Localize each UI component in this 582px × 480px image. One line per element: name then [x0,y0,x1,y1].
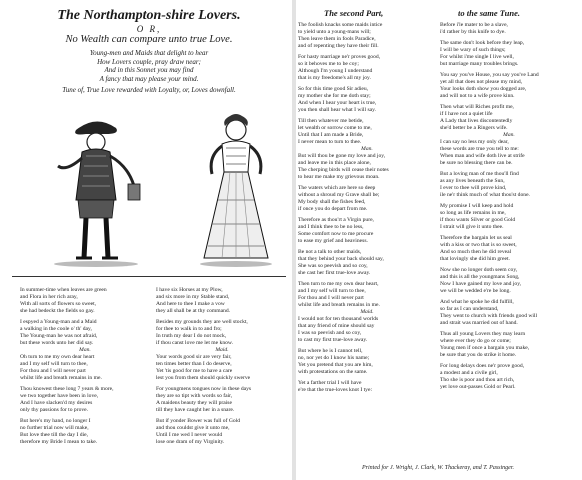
verse-line: Although I'm young I understand [298,68,373,74]
verse-line: For whilst i'me single I live well, [440,54,514,60]
verse-line: Therefore as thou'rt a Virgin pure, [298,217,374,223]
verse-line: be sure that you do strike it home. [440,352,517,358]
verse-line: if once you do depart from me. [298,206,368,212]
page-gutter [292,0,296,480]
verse-line: i'd rather by this knife to dye. [440,29,506,35]
verse-line: I have six Horses at my Plow, [156,287,223,293]
verse-line: When man and wife doth live at strife [440,153,525,159]
verse-line: The cherping birds will cease their notes [298,167,389,173]
verse-line: but marriage many troubles brings. [440,61,519,67]
verse-line: Yet a farther trial I will have [298,380,362,386]
verse-line: I never mean to turn to thee. [298,139,362,145]
verse-line: e're that the true-loves knot I tye: [298,387,373,393]
verse-line: a walking in the coole o' th' day, [20,326,92,332]
speaker-label: Maid. [215,347,229,353]
speaker-label: Man. [361,146,373,152]
intro-line: And in this Sonnet you may find [104,66,194,74]
verse-line: In summer-time when leaves are green [20,287,107,293]
verse-line: for thee to walk in to and fro; [156,326,222,332]
title-or: O R, [136,24,162,34]
verse-line: yet love out-passes Gold or Pearl. [440,384,516,390]
speaker-label: Maid. [360,309,374,315]
verse-line: that lovingly she did him greet. [440,256,510,262]
verse-line: I will be wary of such things; [440,47,506,53]
verse-line: if I have not a quiet life [440,111,493,117]
verse-line: she had bedeckt the fields so gay. [20,308,95,314]
intro-line: Young-men and Maids that delight to hear [89,49,209,57]
verse-line: And so much then he did reveal [440,249,512,255]
left-column-2 [156,287,288,446]
verse-line: and strait was married out of hand. [440,320,518,326]
verse-line: Yet you pretend that you are him, [298,362,373,368]
woodcut-woman-image [196,100,276,268]
verse-line: and I my self will turn to thee, [20,361,88,367]
verse-line: we will be wedded e're be long. [440,288,511,294]
verse-line: without a shroud my Grave shall be; [298,192,380,198]
verse-line: You say you've House, you say you've Land [440,72,539,78]
second-part-heading: The second Part, [324,8,384,18]
verse-line: So for this time good Sir adieu, [298,86,369,92]
right-column-2 [440,22,578,391]
woodcut-man-image [46,100,146,268]
left-column-1 [20,287,150,446]
verse-line: Until I me wed I never would [156,432,223,438]
verse-line: if thou wants Silver or good Gold [440,217,516,223]
verse-line: Therefore the bargain let us seal [440,235,512,241]
verse-line: And when I hear your heart is true, [298,100,377,106]
verse-line: she'd better be a Ringers wife. [440,125,508,131]
verse-line: But where he is I cannot tell, [298,348,363,354]
verse-line: But will thou be gone my love and joy, [298,153,386,159]
verse-line: my mother she for me doth stay; [298,93,371,99]
verse-line: Be not a talk to other maids, [298,249,362,255]
same-tune-heading: to the same Tune. [458,8,521,18]
verse-line: The same don't look before they leap, [440,40,525,46]
verse-line: For thou and I will never part [298,295,364,301]
verse-line: so it behoves me to be coy; [298,61,359,67]
verse-line: Some comfort now to me procure [298,231,374,237]
verse-line: The waters which are here so deep [298,185,376,191]
verse-line: that any friend of mine should say [298,323,375,329]
right-column-1 [298,22,436,394]
verse-line: And here to thee I make a vow [156,301,225,307]
verse-line: The foolish knacks some maids intice [298,22,383,28]
verse-line: and this is all the youngmans Song, [440,274,520,280]
verse-line: But if yonder Bower was full of Gold [156,418,241,424]
verse-line: whilst life and breath remains in me. [298,302,380,308]
verse-line: ile ne'r think much of what thou'st done. [440,192,530,198]
verse-line: and thou couldst give it unto me, [156,425,230,431]
verse-line: Oh turn to me my own dear heart [20,354,95,360]
verse-line: she cast her first true-love away. [298,270,371,276]
verse-line: lose one dram of my Virginity. [156,439,225,445]
verse-line: these words are true you tell to me: [440,146,519,152]
verse-line: For thou and I will never part [20,368,86,374]
verse-line: Thou knowest these long 7 years & more, [20,386,114,392]
speaker-label: Man. [503,132,515,138]
verse-line: and will not to a wife prove kinn. [440,93,515,99]
verse-line: to ease my grief and heaviness. [298,238,368,244]
verse-line: but these words unto her did say. [20,340,94,346]
verse-line: Until that I am made a Bride, [298,132,364,138]
verse-line: and Flora in her rich aray, [20,294,78,300]
speaker-label: Man. [79,347,91,353]
verse-line: I would not for ten thousand worlds [298,316,379,322]
verse-line: Thus all young Lovers they may learn [440,331,526,337]
verse-line: A maidens beauty they will praise [156,400,232,406]
ballad-subtitle: No Wealth can compare unto true Love. [65,34,233,45]
verse-line: My body shall the fishes feed, [298,199,366,205]
intro-line: A fancy that may please your mind. [99,74,199,83]
verse-line: they are so tipt with words so fair, [156,393,233,399]
verse-line: But love thee till the day I die, [20,432,89,438]
verse-line: with a kiss or two that is so sweet, [440,242,517,248]
verse-line: Young men if once a bargain you make, [440,345,530,351]
verse-line: and six more in my Stable stand, [156,294,230,300]
verse-line: For hasty marriage ne'r proves good, [298,54,381,60]
verse-line: Tho she is poor and thou art rich, [440,377,515,383]
tune-line: Tune of, True Love rewarded with Loyalty, or, Loves downfall. [62,86,236,94]
intro-verse [6,49,292,83]
verse-line: let wealth or sorrow come to me, [298,125,372,131]
verse-line: I was so peevish and so coy, [298,330,362,336]
verse-line: Till then whatever me betide, [298,118,364,124]
verse-line: and I think thee to be no less, [298,224,364,230]
verse-line: so long as life remains in me, [440,210,506,216]
verse-line: Now she no longer doth seem coy, [440,267,518,273]
verse-line: Besides my grounds they are well stockt, [156,319,248,325]
verse-line: For long delays does ne'r prove good, [440,363,525,369]
verse-line: be sure no blessing there can be. [440,160,513,166]
verse-line: where ever they do go or come; [440,338,511,344]
verse-line: They went to church with friends good will [440,313,538,319]
verse-line: Then turn to me my own dear heart, [298,281,379,287]
verse-line: we two together have been in love, [20,393,99,399]
verse-line: with protestations on the same. [298,369,368,375]
verse-line: Yet 'tis good for me to have a care [156,368,233,374]
verse-line: Then what will Riches profit me, [440,104,514,110]
verse-line: But a loving man of me thou'll find [440,171,519,177]
verse-line: lest you from them should quickly swerve [156,375,251,381]
verse-line: yet all that does not please my mind, [440,79,523,85]
verse-line: till they have caught her in a snare. [156,407,235,413]
verse-line: that is my freedome's all my joy. [298,75,371,81]
verse-line: and I my self will turn to thee, [298,288,366,294]
verse-line: and of repenting they have their fill. [298,43,379,49]
verse-line: to yield unto a young-mans will; [298,29,371,35]
verse-line: ten times better than I do deserve, [156,361,232,367]
verse-line: But here's my hand, no longer I [20,418,91,424]
verse-line: to hear me make my grievous moan. [298,174,380,180]
verse-line: Your looks doth show you dogged are, [440,86,527,92]
printer-imprint: Printed for J. Wright, J. Clark, W. Thackeray, and T. Passinger. [362,465,514,471]
verse-line: And what he spoke he did fulfill, [440,299,514,305]
verse-line: With all sorts of flowers so sweet, [20,301,97,307]
section-divider [12,276,286,277]
verse-line: if thou canst love me let me know. [156,340,233,346]
verse-line: you then shall hear what I will say. [298,107,376,113]
verse-line: and leave me in this place alone, [298,160,371,166]
verse-line: Your words good sir are very fair, [156,354,232,360]
verse-line: A Lady that lives discontentedly [440,118,513,124]
verse-line: I espyed a Young-man and a Maid [20,319,97,325]
ballad-title: The Northampton-shire Lovers. [57,8,241,23]
intro-line: How Lovers couple, pray draw near; [97,57,201,66]
verse-line: Then leave them in fools Paradice, [298,36,376,42]
verse-line: therefore my Bride I mean to take. [20,439,98,445]
verse-line: whilst life and breath remains in me. [20,375,102,381]
verse-line: In truth my dear I do not mock, [156,333,227,339]
verse-line: And I have slacken'd my desires [20,400,93,406]
verse-line: that they behind your back should say, [298,256,384,262]
verse-line: no, nor yet do I know his name; [298,355,370,361]
verse-line: to cast my first true-love away. [298,337,368,343]
verse-line: Now I have gained my love and joy, [440,281,522,287]
verse-line: I ever to thee will prove kind, [440,185,507,191]
verse-line: For youngmens tongues now in these days [156,386,252,392]
verse-line: Before i'le mater to be a slave, [440,22,508,28]
verse-line: so far as I can understand, [440,306,499,312]
verse-line: they all shall be at thy command. [156,308,231,314]
verse-line: I can say no less my only dear, [440,139,509,145]
verse-line: My promise I will keep and hold [440,203,514,209]
verse-line: as any lives beneath the Sun, [440,178,505,184]
verse-line: no further trial now will make, [20,425,89,431]
verse-line: I strait will give it unto thee. [440,224,504,230]
verse-line: only thy passions for to prove. [20,407,89,413]
verse-line: a modest and a civile girl, [440,370,498,376]
verse-line: She was so peevish and so coy, [298,263,368,269]
left-page [6,4,292,474]
verse-line: The Young-man he was not afraid, [20,333,98,339]
right-page [298,4,578,474]
